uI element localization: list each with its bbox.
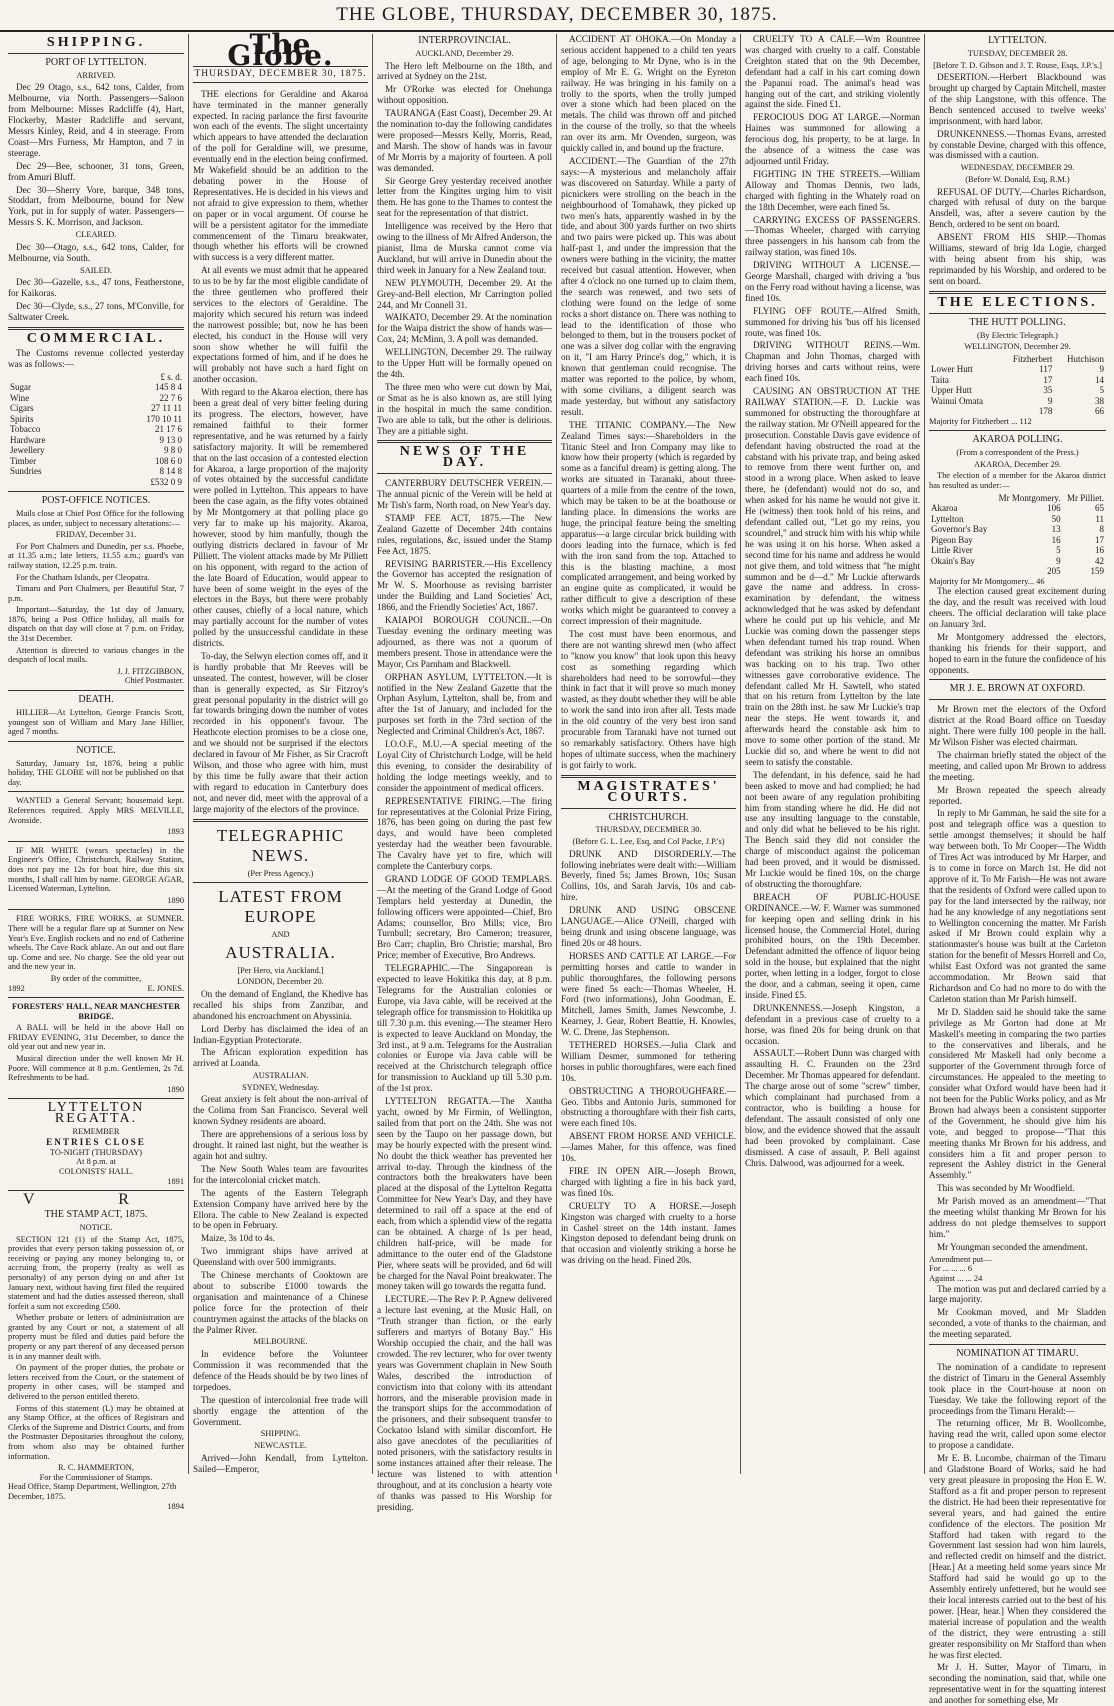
stamp-signature-title: For the Commissioner of Stamps. [39,1472,153,1482]
court-case: DRUNKENNESS.—Joseph Kingston, a defendant in a previous case of cruelty to a horse, was fined 20s for being drunk on that occasion. [745,1002,920,1046]
news-item: KAIAPOI BOROUGH COUNCIL.—On Tuesday evening the ordinary meeting was adjourned, as there was not a quorum of members present. Those in attendance were the Mayor, Crs Parnham and Blackwell. [377,615,552,669]
divider [561,808,736,809]
court-case: The defendant, in his defence, said he had been asked to move and had complied; he had not been aware of any regulation prohibiting him from standing where he did. He did not use any insulting language to the constable, and only did what he believed to be his right. The Bench said they did not consider the charge of misconduct against the policeman had been proved, and it would be dismissed. Mr Luckie would be fined 10s, on the charge of obstructing the thoroughfare. [745,769,920,889]
court-case: REFUSAL OF DUTY.—Charles Richardson, charged with refusal of duty on the barque Ansdell, was, after a severe caution by the Bench, ordered to be sent on board. [929,186,1106,230]
regatta-line: At 8 p.m. at [76,1157,116,1167]
column-1 [4,34,189,1511]
dateline: WELLINGTON, December 29. [964,342,1071,352]
news-item: REPRESENTATIVE FIRING.—The firing for representatives at the Colonial Prize Firing, 1876, has been going on during the past few days, and would have been completed yesterday had the weather been favourable. The Cavalry have yet to fire, which will complete the Canterbury corps. [377,795,552,872]
notice-ad: IF MR WHITE (wears spectacles) in the Engineer's Office, Christchurch, Railway Station, does not pay me 12s for boat hire, due this six months, I shall call him by name. GEORGE AGAR, Licensed Waterman, Lyttelton. [8,845,184,894]
dateline: LONDON, December 20. [237,977,324,987]
court-case: ABSENT FROM HIS SHIP.—Thomas Williams, steward of brig Ida Logie, charged with being absent from his ship, was reprimanded by his Worship, and ordered to be sent on board. [929,232,1106,286]
court-date: THURSDAY, DECEMBER 30. [595,825,702,835]
cleared-entry: Dec 30—Otago, s.s., 642 tons, Calder, for Melbourne, via South. [8,241,184,263]
telegraphic-sub: (Per Press Agency.) [247,868,314,878]
court-case: DESERTION.—Herbert Blackbound was brought up charged by Captain Mitchell, master of the ship Langstone, with this offence. The Bench sentenced accused to twelve weeks' imprisonment, with hard labor. [929,72,1106,126]
hutt-sub: (By Electric Telegraph.) [977,330,1058,340]
news-paragraph: There are apprehensions of a serious loss by drought. It rained last night, but the weather is again hot and sultry. [193,1129,368,1161]
telegraphic-heading: TELEGRAPHIC NEWS. [216,825,345,865]
hutt-majority: Majority for Fitzherbert ... 112 [929,416,1032,426]
notice-heading: NOTICE. [76,744,116,756]
news-paragraph: Mr D. Sladden said he should take the same privilege as Mr Gorton had done at Mr Maskell's meeting in comparing the two parties to the conservatives and liberals, and he considered Mr Maskell had only become a supporter of the Government through force of circumstances. He appealed to the meeting to consider what Oxford would have been had it not been for the Public Works policy, and as Mr Brown had always been a consistent supporter of the Government, he should give him his vote, and begged to propose—"That this meeting thanks Mr Brown for his address, and considers him a fit and proper person to represent the Ashley district in the General Assembly." [929,1006,1106,1181]
dateline: SYDNEY, Wednesday. [242,1082,319,1092]
death-notice: HILLIER—At Lyttelton, George Francis Scott, youngest son of William and Mary Jane Hillier, aged 7 months. [8,707,184,737]
news-paragraph: Mr Brown repeated the speech already reported. [929,784,1106,806]
news-of-the-day-heading: NEWS OF THE DAY. [399,444,530,471]
news-paragraph: The returning officer, Mr B. Woollcombe, having read the writ, called upon some elector to propose a candidate. [929,1418,1106,1451]
news-paragraph: Lord Derby has disclaimed the idea of an Indian-Egyptian Protectorate. [193,1023,368,1045]
news-paragraph: Mr O'Rorke was elected for Onehunga without opposition. [377,84,552,106]
ad-number: 1890 [167,1084,184,1094]
timaru-heading: NOMINATION AT TIMARU. [956,1348,1079,1360]
news-paragraph: Sir George Grey yesterday received another letter from the Kingites urging him to visit them. He has gone to the Thames to contest the seat for the representation of that district. [377,175,552,219]
regatta-line: ENTRIES CLOSE [46,1136,146,1147]
foresters-ad: Musical direction under the well known Mr H. Poore. Will commence at 8 p.m. Gentlemen, 2s 7d. Refreshments to be had. [8,1054,184,1083]
news-paragraph: This was seconded by Mr Woodfield. [937,1183,1075,1194]
brown-heading: MR J. E. BROWN AT OXFORD. [949,683,1086,695]
shipping-heading: SHIPPING. [46,35,146,50]
divider [8,690,184,691]
post-office-heading: POST-OFFICE NOTICES. [41,495,151,507]
akaroa-heading: AKAROA POLLING. [972,434,1063,446]
news-paragraph: Maize, 3s 10d to 4s. [201,1233,276,1244]
table-header-row: Fitzherbert Hutchison [1012,353,1104,364]
akaroa-intro: The election of a member for the Akaroa district has resulted as under:— [929,471,1106,490]
news-paragraph: Mr Cookman moved, and Mr Sladden seconded, a vote of thanks to the chairman, and the meeting separated. [929,1307,1106,1340]
post-signature: J. J. FITZGIBBON, [117,666,184,676]
news-paragraph: The agents of the Eastern Telegraph Extension Company have arrived here by the Ellora. The cable to New Zealand is expected to be open in February. [193,1187,368,1231]
court-case: FEROCIOUS DOG AT LARGE.—Norman Haines was summoned for allowing a ferocious dog, his property, to be at large. In the absence of a witness the case was adjourned until Friday. [745,112,920,166]
news-paragraph: The Hero left Melbourne on the 18th, and arrived at Sydney on the 21st. [377,60,552,82]
divider [8,909,184,910]
court-case: FIRE IN OPEN AIR.—Joseph Brown, charged with lighting a fire in his back yard, was fined 10s. [561,1166,736,1198]
table-row: Akaroa 106 65 [931,503,1104,514]
divider [8,327,184,330]
court-case: HORSES AND CATTLE AT LARGE.—For permitting horses and cattle to wander in public thoroughfares, the following persons were fined 5s each:—Thomas Wheeler, H. Ford (two informations), John Goodman, E. Mitchell, James Smith, James Newcombe, J. Kearney, J. Gear, Robert Beattie, H. Knowles, W. C. Drene, Jas Stephenson. [561,950,736,1038]
news-item: The cost must have been enormous, and there are not wanting shrewd men (who affect to "know you know" that look upon this heavy cost as something regarding which shareholders had need to be sorrowful—they think in fact that it will prove so much money wasted, as they doubt whether they will be able to work the sand into iron after all. Tests made in the old country of the very best iron sand procurable from Taranaki have not turned out so remarkably satisfactory. Others have high hopes of ultimate success, when the machinery is got fairly to work. [561,628,736,770]
court-date: TUESDAY, DECEMBER 28. [967,48,1068,58]
news-item: LECTURE.—The Rev P. P. Agnew delivered a lecture last evening, at the Music Hall, on "Truth stranger than fiction, or the early sufferers and martyrs of Botany Bay." His Worship occupied the chair, and the hall was crowded. The rev lecturer, who for over twenty years was Government chaplain in New South Wales, described the introduction of convictism into that colony with its attendant horrors, and the miserable provision made in the transport ships for the accommodation of the prisoners, and their subsequent transfer to Cockatoo Island with similar discomfort. He also gave anecdotes of the peculiarities of noted prisoners, with the satisfactory results in some instances attained after their release. The lecture was listened to with attention throughout, and at its conclusion a hearty vote of thanks was passed to His Worship for presiding. [377,1294,552,1512]
post-notice: Attention is directed to various changes in the despatch of local mails. [8,645,184,665]
news-item: TELEGRAPHIC.—The Singaporean is expected to leave Hokitika this day, at 8 p.m. Telegrams for the Australian colonies or Europe, via Java cable, will be received at the telegraph office for transmission to Hokitika up till 7.30 p.m. this evening.—The steamer Hero is expected to leave Auckland on Monday, the 3rd inst., at 9 a.m. Telegrams for the Australian colonies or Europe via Java cable will be received at the Christchurch telegraph office for transmission to Auckland up till 5.30 p.m. of the 1st prox. [377,963,552,1094]
arrived-heading: ARRIVED. [76,70,116,80]
news-item: STAMP FEE ACT, 1875.—The New Zealand Gazette of December 24th contains rules, regulations, &c, issued under the Stamp Fee Act, 1875. [377,512,552,556]
commercial-heading: COMMERCIAL. [26,330,166,346]
court-bench: (Before W. Donald, Esq, R.M.) [965,174,1070,184]
news-item: GRAND LODGE OF GOOD TEMPLARS.—At the meeting of the Grand Lodge of Good Templars held yesterday at Dunedin, the following officers were appointed—Chief, Bro Adams; counsellor, Bro Mills; vice, Bro Turnbull; secretary, Bro Cameron; treasurer, Bro Carr; chaplin, Bro Christie; marshal, Bro Price; member of Executive, Bro Andrews. [377,873,552,961]
elections-heading: THE ELECTIONS. [937,294,1098,310]
news-paragraph: The chairman briefly stated the object of the meeting, and called upon Mr Brown to address the meeting. [929,749,1106,782]
divider [377,440,552,443]
news-paragraph: Two immigrant ships have arrived at Queensland with over 500 immigrants. [193,1246,368,1268]
news-paragraph: The African exploration expedition has arrived at Loanda. [193,1047,368,1069]
dateline: NEWCASTLE. [254,1441,307,1450]
sailed-heading: SAILED. [80,265,112,275]
latest-heading: LATEST FROM EUROPE [218,887,343,927]
news-item: ORPHAN ASYLUM, LYTTELTON.—It is notified in the New Zealand Gazette that the Orphan Asylum, Lyttelton, shall be, from and after the 1st of January, and included for the purposes set forth in the 73rd section of the Neglected and Criminal Children's Act, 1867. [377,671,552,737]
post-day: FRIDAY, December 31. [55,530,137,540]
news-paragraph: The question of intercolonial free trade will shortly engage the attention of the Government. [193,1394,368,1427]
post-notice: Important—Saturday, the 1st day of January, 1876, being a Post Office holiday, all mails for dispatch on that day will close at 7 p.m. on Friday, the 31st December. [8,605,184,644]
post-notice: For the Chatham Islands, per Cleopatra. [16,572,150,582]
port-heading: PORT OF LYTTELTON. [45,56,147,68]
post-notice: Timaru and Port Chalmers, per Beautiful Star, 7 p.m. [8,584,184,603]
ad-number: 1890 [167,895,184,905]
news-paragraph: Mr E. B. Lucombe, chairman of the Timaru and Gladstone Board of Works, said he had very great pleasure in proposing the Hon E. W. Stafford as a fit and proper person to represent the district. He had been their representative for several years, and had gained the entire confidence of the electors. The position Mr Stafford had taken with regard to the Government last session had won him laurels, and reflected credit on himself and the district. [Hear.] At a meeting held some years since Mr Stafford had said he would go up to the Assembly entirely unfettered, but he would see their local interests carried out to the best of his power. [Hear, hear.] When they considered the material increase of population and the wealth of the district, they were entrusting a still greater responsibility on Mr Stafford than when he was first elected. [929,1453,1106,1660]
court-case: CRUELTY TO A HORSE.—Joseph Kingston was charged with cruelty to a horse in Cashel street on the 14th instant. James Kingston deposed to defendant being drunk on that occasion and violently striking a horse he was driving on the head. Fined 20s. [561,1200,736,1266]
court-bench: (Before G. L. Lee, Esq, and Col Packe, J.P.'s) [572,837,725,847]
foresters-ad: A BALL will be held in the above Hall on FRIDAY EVENING, 31st December, to dance the old year out and new year in. [8,1023,184,1052]
ad-number: 1894 [167,1501,184,1511]
revenue-header: £ s. d. [160,371,182,382]
arrival-entry: Dec 29 Otago, s.s., 642 tons, Calder, from Melbourne, via North. Passengers—Saloon from Melbourne: Misses Radcliffe (4), Hart, Flockerby, Master Radcliffe and servant, Messrs Kinley, Reid, and 4 in steerage. From Coast—Mrs Furness, Mr Hampton, and 7 in steerage. [8,82,184,158]
post-signature-title: Chief Postmaster. [124,676,184,686]
section-heading: AUSTRALIAN. [252,1071,309,1081]
news-paragraph: WAIKATO, December 29. At the nomination for the Waipa district the show of hands was—Cox, 24; McMinn, 3. A poll was demanded. [377,312,552,345]
table-row: Jewellery 9 8 0 [10,445,182,456]
table-total-row: £532 0 9 [150,476,182,487]
masthead-title: THE GLOBE, THURSDAY, DECEMBER 30, 1875. [336,4,778,25]
court-case: FIGHTING IN THE STREETS.—William Alloway and Thomas Dennis, two lads, charged with fighting in the Whately road on the 18th December, were each fined 5s. [745,168,920,212]
dateline: MELBOURNE. [253,1337,308,1347]
ad-number: 1891 [167,1176,184,1186]
stamp-signature-place: Head Office, Stamp Department, Wellington, 27th December, 1875. [8,1482,177,1501]
table-row: Okain's Bay 9 42 [931,555,1104,566]
news-paragraph: In evidence before the Volunteer Commission it was recommended that the defence of the Heads should be by two lines of torpedoes. [193,1349,368,1392]
post-notice: Mails close at Chief Post Office for the following places, as under, subject to necessary alterations:— [8,508,184,528]
foresters-heading: FORESTERS' HALL, NEAR MANCHESTER BRIDGE. [12,1002,180,1021]
table-row: Hardware 9 13 0 [10,434,182,445]
leader-paragraph: At all events we must admit that he appeared to us to be by far the most eligible candidate of the three gentlemen who proffered their services to the electors of Geraldine. The majority which secured his return was indeed the narrowest possible; but, now he has been elected, his conduct in the House will very soon show whether he will fulfil the expectations formed of him, and if he does he will probably not have such a hard fight on another occasion. [193,265,368,385]
arrival-entry: Dec 30—Sherry Vore, barque, 348 tons, Stoddart, from Melbourne, bound for New York, put in for supply of water. Passengers—Messrs S. K. Morrison, and Jackson. [8,184,184,228]
table-row: Little River 5 16 [931,545,1104,556]
divider [929,699,1106,700]
table-total-row: 178 66 [1038,406,1104,417]
court-bench: [Before T. D. Gibson and J. T. Rouse, Esqs, J.P.'s.] [933,60,1102,70]
sailed-entry: Dec 30—Clyde, s.s., 27 tons, M'Conville, for Saltwater Creek. [8,301,184,322]
stamp-notice-label: NOTICE. [79,1222,113,1232]
court-case: ABSENT FROM HORSE AND VEHICLE.—James Maher, for this offence, was fined 10s. [561,1131,736,1164]
news-item: REVISING BARRISTER.—His Excellency the Governor has accepted the resignation of Mr W. S. Moorhouse as revising barrister under the Building and Land Societies' Act, 1866, and the Friendly Societies' Act, 1867. [377,558,552,613]
table-row: Timber 108 6 0 [10,455,182,466]
court-case: DRUNKENNESS.—Thomas Evans, arrested by constable Devine, charged with this offence, was dismissed with a caution. [929,128,1106,161]
court-case: BREACH OF PUBLIC-HOUSE ORDINANCE.—W. F. Warner was summoned for keeping open and selling drink in his licensed house, the Commercial Hotel, during prohibited hours, on the 19th December. Defendant admitted the offence of liquor being sold in the house, but explained that the night porter, when letting in a lodger, forgot to close the door, and a cabman, seeing it open, came inside. Fined £5. [745,891,920,1000]
divider [8,741,184,742]
column-4 [557,34,741,1474]
magistrates-heading: MAGISTRATES' COURTS. [577,778,720,805]
column-6 [925,34,1110,1706]
wanted-ad: WANTED a General Servant; housemaid kept. References required. Apply MRS MELVILLE, Avonside. [8,796,184,825]
page-columns [4,28,1110,1706]
dateline: AKAROA, December 29. [974,459,1061,469]
table-row: Taita 17 14 [931,374,1104,385]
column-3 [373,34,557,1512]
court-case: CRUELTY TO A CALF.—Wm Rountree was charged with cruelty to a calf. Constable Creighton stated that on the 9th December, defendant had a calf in his cart coming down the Papanui road. The animal's head was hanging out of the cart, and striking violently against the side. Fined £1. [745,34,920,110]
table-row: Spirits 170 10 11 [10,413,182,424]
holiday-notice: Saturday, January 1st, 1876, being a public holiday, THE GLOBE will not be published on that day. [8,758,184,787]
sailed-entry: Dec 30—Gazelle, s.s., 47 tons, Featherstone, for Kaikoras. [8,277,184,299]
crest-letters: V R [23,1191,169,1209]
divider [8,53,184,54]
court-case: DRUNK AND DISORDERLY.—The following inebriates were dealt with:—William Beverly, fined 5s; James Brown, 10s; Susan Collins, 10s, and Sarah Jarvis, 10s and cab-hire. [561,848,736,903]
akaroa-sub: (From a correspondent of the Press.) [956,448,1079,458]
news-paragraph: Mr J. H. Sutter, Mayor of Timaru, in seconding the nomination, said that, while one representative went in for the squatting interest and another for something else, Mr [929,1662,1106,1706]
news-item: ACCIDENT AT OHOKA.—On Monday a serious accident happened to a child ten years of age, belonging to Mr Dyne, who is in the employ of Mr E. G. Wright on the Eyreton railway. He was bringing in his family on a trolly to the sports, when the trolly jumped over a stone which had been placed on the metals. The child was thrown off and pitched in the course of the trolly, so that the wheels ran over its arm. Mr Ovenden, surgeon, was quickly called in, and bound up the fracture. [561,34,736,154]
news-paragraph: Mr Parish moved as an amendment—"That the meeting whilst thanking Mr Brown for his address do not pledge themselves to support him." [929,1196,1106,1239]
amendment-label: Amendment put— [929,1254,992,1264]
leader-paragraph: THE elections for Geraldine and Akaroa have terminated in the manner generally expected. In racing parlance the first favourite won each of the events. The slight uncertainty which appears to have attended the declaration of the poll for Geraldine will, we presume, eventually end in the election being confirmed. Mr Wakefield should be an addition to the debating power in the House of Representatives. He is decided in his views and not afraid to give expression to them, whether on paper or in vocal argument. Of course he will be a persistent agitator for the immediate commencement of the Timaru breakwater, though whether his efforts will be crowned with success is a very different matter. [193,88,368,263]
fireworks-footer [8,984,184,994]
ad-number: 1893 [167,827,184,837]
news-paragraph: TAURANGA (East Coast), December 29. At the nomination to-day the following candidates were proposed—Messrs Kelly, Morris, Read, and Marsh. The show of hands was in favour of Mr Morris by a majority of fourteen. A poll was demanded. [377,108,552,173]
table-row: Lower Hutt 117 9 [931,364,1104,375]
newspaper-logo: The Globe. [227,28,334,72]
court-case: DRIVING WITHOUT A LICENSE.—George Marshall, charged with driving a 'bus on the Ferry road without having a license, was fined 10s. [745,260,920,303]
news-item: THE TITANIC COMPANY.—The New Zealand Times says:—Shareholders in the Titanic Steel and Iron Company may like to know how their property (which is regarded by some as a fanciful dream) is getting along. The works are situated in Taranaki, about three-quarters of a mile from the centre of the town, which may be taken to be at the boathouse or landing place. In dimensions the works are huge, the principal feature being the smelting apparatus—a large circular brick building with doors leading into the furnace, which is fed with the iron sand from the top. Attached to this is the blasting machine, a most complicated arrangement, and being worked by an engine quite as complicated, it would be rather difficult to give a description of these works which might be guaranteed to convey a correct impression of their magnitude. [561,419,737,627]
court-case: DRIVING WITHOUT REINS.—Wm. Chapman and John Thomas, charged with driving horses and carts without reins, were each fined 10s. [745,340,920,384]
table-row: Sugar 145 8 4 [10,382,182,393]
latest-and: AND [271,930,290,940]
akaroa-poll-table [929,493,1106,577]
commercial-intro: The Customs revenue collected yesterday was as follows:— [8,347,184,369]
masthead [0,0,1114,32]
per-hero: [Per Hero, via Auckland.] [237,965,324,975]
revenue-table [8,372,184,488]
news-paragraph: The nomination of a candidate to represent the district of Timaru in the General Assembly took place in the Court-house at noon on Tuesday. We take the following report of the proceedings from the Timaru Herald:— [929,1361,1106,1416]
news-paragraph: Mr Brown met the electors of the Oxford district at the Road Board office on Tuesday night. There were fully 100 people in the hall. Mr Wilson Fisher was elected chairman. [929,704,1106,748]
fireworks-ad: FIRE WORKS, FIRE WORKS, at SUMNER. There will be a regular flare up at Sumner on New Year's Eve. English rockets and no end of Catherine wheels. The Cave Rock ablaze. An out and out flare up. Come and see. No charge. See the old year out and the new year in. [8,914,184,972]
table-row: Tobacco 21 17 6 [10,424,182,435]
column-5 [741,34,925,1474]
news-item: CANTERBURY DEUTSCHER VEREIN.—The annual picnic of the Verein will be held at Mr Tish's farm, North road, on New Year's day. [377,478,552,511]
divider [929,1344,1106,1345]
table-row: Governor's Bay 13 8 [931,524,1104,535]
table-header-row: Mr Montgomery. Mr Pilliet. [998,492,1104,503]
divider [929,291,1106,294]
news-item: ACCIDENT.—The Guardian of the 27th says:—A mysterious and melancholy affair was discovered on Saturday. While a party of picnickers were strolling on the beach in the neighbourhood of Tomahawk, they picked up two men's hats, apparently washed in by the tide, and about 300 yards further on two shirts and two pairs were picked up. This was about half-past 1, and under the impression that the owners were bathing in the vicinity, the matter received but casual attention. However, when after 4 o'clock no one turned up to claim them, the search was renewed, and two sets of clothing were found on the ledge of some rocks a short distance on. There was nothing to lead to the identification of those who belonged to them, but in the trousers pocket of one was a silver dog collar with the engraving on it, "I am Harry Prince's dog," which, it is known that gentleman could recognise. The matter was reported to the police, by whom, with some civilians, a diligent search was made yesterday, but without any satisfactory result. [561,155,736,417]
news-paragraph: In reply to Mr Gamman, he said the site for a post and telegraph office was a question to settle amongst themselves; it should be half way between both. To Mr Cooper—The Width of Tires Act was introduced by Mr Harper, and is to come in force on March 1st. He did not approve of it. To Mr Farish—He was not aware that the residents of Oxford were called upon to pay for the land intersected by the railway, nor had he any knowledge of any negotiations sent to Wellington concerning the matter. Mr Farish asked if Mr Brown could explain why a stationmaster's house was built at the Carleton station for the benefit of Messrs Horrell and Co, whilst East Oxford was not granted the same accommodation. Mr Brown said that Richardson and Co had no more to do with the Carleton station than Mr Parish himself. [929,808,1106,1004]
divider [8,1098,184,1099]
news-item: I.O.O.F., M.U.—A special meeting of the Loyal City of Christchurch Lodge, will be held this evening, to consider the desirability of holding the lodge meetings weekly, and to consider the appointment of medical officers. [377,739,552,793]
fireworks-by: By order of the committee, [50,973,142,983]
section-heading: SHIPPING. [260,1429,301,1439]
table-row: Upper Hutt 35 5 [931,385,1104,396]
table-row: Wainui Omata 9 38 [931,395,1104,406]
divider [8,791,184,792]
divider [8,997,184,998]
news-paragraph: NEW PLYMOUTH, December 29. At the Grey-and-Bell election, Mr Carrington polled 244, and Mr Connell 31. [377,277,552,310]
interprovincial-heading: INTERPROVINCIAL. [418,35,511,46]
court-case: CARRYING EXCESS OF PASSENGERS.—Thomas Wheeler, charged with carrying three passengers in his hansom cab from the railway station, was fined 10s. [745,214,920,258]
news-paragraph: The Chinese merchants of Cooktown are about to subscribe £1000 towards the organisation and maintenance of a Chinese police force for the protection of their countrymen against the attacks of the blacks on the Palmer River. [193,1270,368,1335]
court-case: DRUNK AND USING OBSCENE LANGUAGE.—Alice O'Neill, charged with being drunk and using obscene language, was fined 20s or 48 hours. [561,905,736,948]
stamp-paragraph: Forms of this statement (L) may be obtained at any Stamp Office, at the offices of Registrars and Clerks of the Supreme and District Courts, and from the Postmaster Depositaries throughout the colony, from whom also may be obtained further information. [8,1403,184,1461]
table-row: Wine 22 7 6 [10,392,182,403]
table-row: Lyttelton 50 11 [931,513,1104,524]
court-case: TETHERED HORSES.—Julia Clark and William Desmer, summoned for tethering horses in public thoroughfares, were each fined 10s. [561,1040,736,1083]
news-paragraph: Arrived—John Kendall, from Lyttelton. Sailed—Emperor, [193,1452,368,1474]
divider [561,775,736,778]
court-case: OBSTRUCTING A THOROUGHFARE.—Geo. Tibbs and Antonio Juris, summoned for obstructing a thoroughfare with their fish carts, were each fined 10s. [561,1085,736,1129]
death-heading: DEATH. [78,694,114,706]
hutt-heading: THE HUTT POLLING. [969,316,1066,328]
cleared-heading: CLEARED. [75,230,117,240]
court-location: CHRISTCHURCH. [608,811,689,823]
issue-date: THURSDAY, DECEMBER 30, 1875. [193,66,368,83]
dateline: AUCKLAND, December 29. [415,48,514,58]
fireworks-signature: E. JONES. [147,983,184,993]
vote-against: Against ... ... 24 [929,1273,983,1283]
divider [8,841,184,842]
divider [8,491,184,492]
column-2 [189,28,373,1474]
latest-heading-2: AUSTRALIA. [225,942,336,962]
divider [929,679,1106,680]
news-paragraph: The motion was put and declared carried by a large majority. [929,1283,1106,1305]
akaroa-majority: Majority for Mr Montgomery... 46 [929,576,1045,586]
leader-paragraph: With regard to the Akaroa election, there has been a great deal of very bitter feeling during its progress. The electors, however, have remained faithful to their former representative, and he was returned by a fairly satisfactory majority. It will be remembered that on the last occasion of a contested election for Akaroa, a large proportion of the majority of votes obtained by the successful candidate were polled in Lyttelton. This appears to have been the case again, as the fifty votes obtained by Mr Montgomery at that polling place go very far to make up his majority. Akaroa, however, stood by him manfully, though the outlying districts declared in favour of Mr Pilliett. The violent attacks made by Mr Pilliett on his opponent, with regard to the action of the late Board of Education, would appear to have been of some weight in the eyes of the electors in the Bays, but there were probably other causes, chiefly of a local nature, which may partially account for the number of votes polled by the unsuccessful candidate in these districts. [193,387,368,649]
news-paragraph: Great anxiety is felt about the non-arrival of the Colima from San Francisco. Several well known Sydney residents are aboard. [193,1094,368,1127]
divider [193,882,368,883]
news-paragraph: Mr Montgomery addressed the electors, thanking his friends for their support, and hoped to earn in the future the confidence of his opponents. [929,631,1106,675]
hutt-poll-table [929,354,1106,417]
stamp-act-heading: THE STAMP ACT, 1875. [44,1209,148,1221]
news-paragraph: On the demand of England, the Khedive has recalled his ships from Zanzibar, and abandoned his encroachment on Abyssinia. [193,988,368,1021]
divider [929,313,1106,314]
royal-crest [8,1191,184,1209]
table-total-row: 205 159 [1047,566,1104,577]
news-paragraph: The New South Wales team are favourites for the intercolonial cricket match. [193,1163,368,1185]
table-row: Pigeon Bay 16 17 [931,534,1104,545]
table-row: Cigars 27 11 11 [10,403,182,414]
stamp-paragraph: Whether probate or letters of administration are granted by any Court or not, a statement of all property must be filed and duties paid before the property or any part thereof of any deceased person is in any manner dealt with. [8,1313,184,1361]
regatta-heading: LYTTELTON REGATTA. [47,1100,145,1127]
court-date: WEDNESDAY, DECEMBER 29. [960,163,1075,173]
post-notice: For Port Chalmers and Dunedin, per s.s. Phoebe, at 11.35 a.m.; late letters, 11.55 a.m.; guard's van railway station, 12.25 p.m. train. [8,541,184,570]
stamp-paragraph: SECTION 121 (1) of the Stamp Act, 1875, provides that every person taking possession of, or receiving or paying any money belonging to, or accruing from, the property (realty as well as personalty) of any person dying on and after 1st January next, without having first filed the required statement and had the duties assessed thereon, shall forfeit a sum not exceeding £500. [8,1234,184,1311]
regatta-line: TO-NIGHT (THURSDAY) [49,1147,143,1157]
news-paragraph: WELLINGTON, December 29. The railway to the Upper Hutt will be formally opened on the 4th. [377,347,552,379]
court-case: FLYING OFF ROUTE.—Alfred Smith, summoned for driving his 'bus off his licensed route, was fined 10s. [745,305,920,338]
ad-number: 1892 [8,983,25,993]
divider [929,430,1106,431]
regatta-line: REMEMBER [72,1127,120,1137]
stamp-paragraph: On payment of the proper duties, the probate or letters received from the Court, or the statement of property in other cases, will be stamped and delivered to the person entitled thereto. [8,1363,184,1402]
news-paragraph: The three men who were cut down by Mai, or Smat as he is also known as, are still lying in the hospital in much the same condition. Two are able to talk, but the other is delirious. They are a pitiable sight. [377,381,552,436]
stamp-signature: R. C. HAMMERTON, [58,1463,134,1473]
table-row: Sundries 8 14 8 [10,466,182,477]
arrival-entry: Dec 29—Bee, schooner, 31 tons, Green, from Amuri Bluff. [8,160,184,182]
news-item: LYTTELTON REGATTA.—The Xantha yacht, owned by Mr Firmin, of Wellington, sailed from that port on the 24th. She was not seen by the Taupo on her passage down, but may be hourly expected with the present wind. No doubt the thick weather has prevented her arrival to-day. Through the kindness of the contractors both the breakwaters have been placed at the disposal of the Lyttelton Regatta Committee for New Year's Day, and they have determined to rail off a space at the end of each, from which a splendid view of the regatta can be obtained. A charge of 1s per head, children half-price, will be made for admittance to the outer end of the Gladstone Pier, where seats will be provided, and 6d will be charged for the Naval Point breakwater. The money taken will go towards the regatta fund. [377,1096,552,1292]
regatta-line: COLONISTS' HALL. [58,1166,134,1176]
news-paragraph: Mr Youngman seconded the amendment. [937,1241,1088,1252]
court-case: CAUSING AN OBSTRUCTION AT THE RAILWAY STATION.—F. D. Luckie was summoned for obstructing the thoroughfare at the railway station. Mr O'Neill appeared for the prosecution. Constable Davis gave evidence of defendant having obstructed the road at the cabstand with his private trap, and being asked to remove from there went further on, and stood in a wrong place. When asked to leave there, he (defendant) would not do so, and when asked for his name he would not give it. He (witness) then took hold of his reins, and defendant called out, "Let go my reins, you scoundrel," and struck him with his whip while he was using it on his horse. When asked a second time for his name and address he would not give them, and told witness that "he might summon and be d—d." Mr Luckie afterwards gave the name and address. In cross-examination by defendant, the witness acknowledged that he was asked by defendant where he could put up his vehicle, and Mr Luckie was coming down the passenger steps when defendant turned his trap round. When defendant was striking his horse an omnibus was backing on to his trap. Two other witnesses gave corroborative evidence. The defendant called Mr H. Sawtell, who stated that on his return from Lyttelton by the late train on the 28th inst. he saw Mr Luckie's trap near the steps. He went towards it, and afterwards heard the constable ask him to move to some other portion of the stand. Mr Luckie did so, and where he went to did not seem to satisfy the constable. [745,386,920,767]
vote-for: For ... ... ... 6 [929,1264,973,1274]
divider [377,473,552,474]
court-case: ASSAULT.—Robert Dunn was charged with assaulting H. C. Fraunden on the 23rd December. Mr Thomas appeared for defendant. The charge arose out of some "screw" timber, which complainant had purchased from a contractor, who is building a house for defendant. The assault consisted of only one blow, and the evidence showed that the assault had been provoked by complainant. Case dismissed. A case of assault, P. Bell against Chris. Dalwood, was adjourned for a week. [745,1048,920,1168]
court-location: LYTTELTON. [988,35,1047,46]
news-paragraph: The election caused great excitement during the day, and the result was received with loud cheers. The official declaration will take place on January 3rd. [929,586,1106,629]
news-paragraph: Intelligence was received by the Hero that owing to the illness of Mr Alfred Anderson, the pianist, Ilma de Murska cannot come via Auckland, but will arrive in Dunedin about the third week in January for a New Zealand tour. [377,221,552,275]
divider [193,819,368,822]
leader-paragraph: To-day, the Selwyn election comes off, and it is hardly probable that Mr Reeves will be unseated. The contest, however, will be closer than is generally expected, as Sir Fitzroy's great personal popularity in the district will go far towards bringing down the number of votes recorded in his opponent's favour. The Heathcote election promises to be a close one, and we should not be surprised if the electors declared in favour of Mr Fisher, as Sir Cracroft Wilson, and those who agree with him, must by this time be fully aware that their action with regard to education in Canterbury does not, and never did, meet with the approval of a large majority of the electors of the province. [193,650,368,814]
